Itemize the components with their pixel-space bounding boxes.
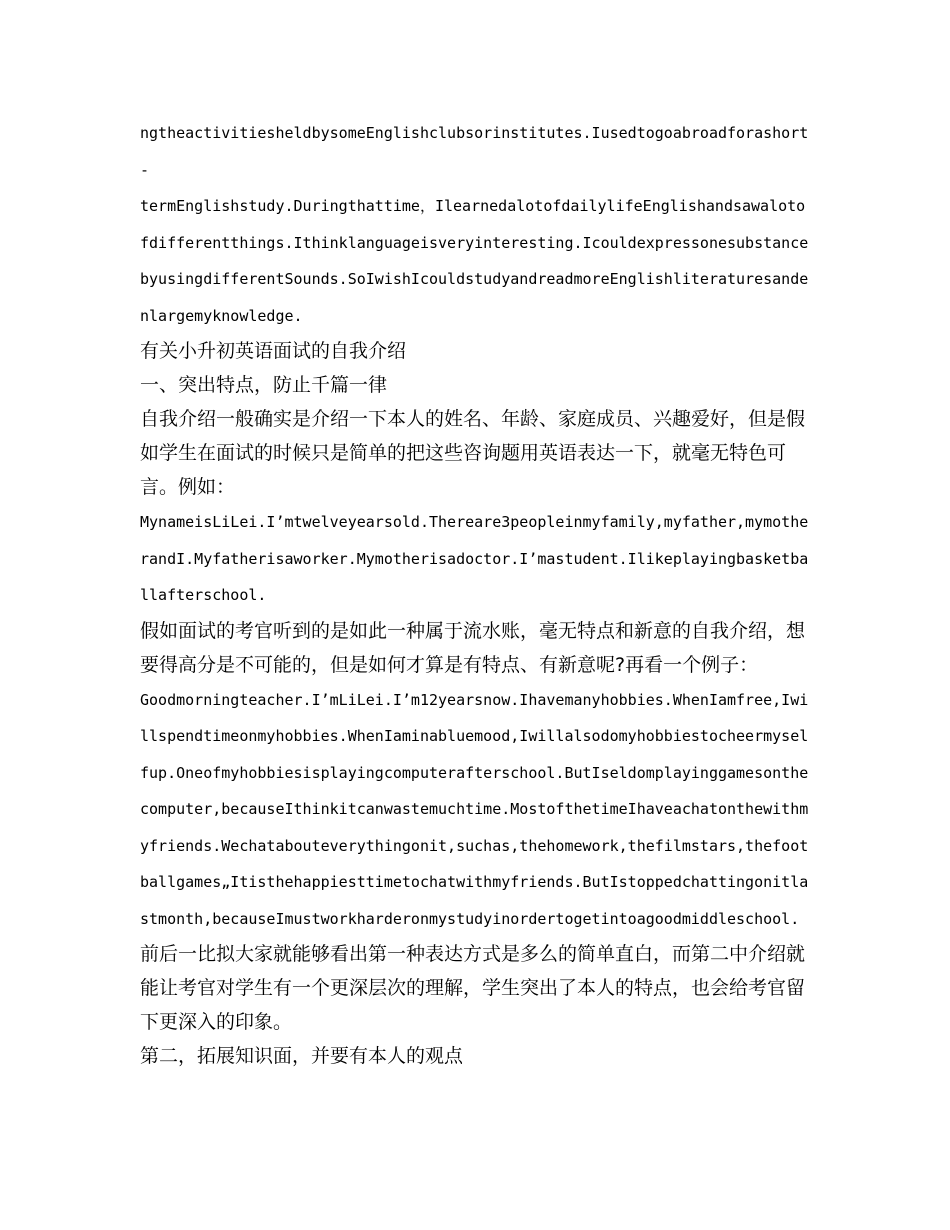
- paragraph-example-2: Goodmorningteacher.I’mLiLei.I’m12yearsnow.Ihavemanyhobbies.WhenIamfree,Iwillspendtimeonmyhobbies.WhenIaminabluemood,Iwillalsodomyhobbiestocheermyselfup.Oneofmyhobbiesisplayingcomputerafterschool.ButIseldomplayinggamesonthecomputer,becauseIthinkitcanwastemuchtime.MostofthetimeIhaveachatonthewithmyfriends.Wechatabouteverythingonit,suchas,thehomework,thefilmstars,thefootballgames„Itisthehappiesttimetochatwithmyfriends.ButIstoppedchattingonitlastmonth,becauseImustworkharderonmystudyinordertogetintoagoodmiddleschool.: [140, 690, 809, 928]
- section-heading-1: 一、突出特点，防止千篇一律: [140, 374, 388, 396]
- paragraph-critique: 假如面试的考官听到的是如此一种属于流水账，毫无特点和新意的自我介绍，想要得高分是不可能的，但是如何才算是有特点、有新意呢?再看一个例子：: [140, 619, 806, 676]
- document-body: [140, 115, 812, 1073]
- paragraph-comparison: 前后一比拟大家就能够看出第一种表达方式是多么的简单直白，而第二中介绍就能让考官对学生有一个更深层次的理解，学生突出了本人的特点，也会给考官留下更深入的印象。: [140, 943, 806, 1033]
- paragraph-example-1: MynameisLiLei.I’mtwelveyearsold.Thereare3peopleinmyfamily,myfather,mymotherandI.Myfatherisaworker.Mymotherisadoctor.I’mastudent.Ilikeplayingbasketballafterschool.: [140, 513, 809, 604]
- section-heading-2: 第二，拓展知识面，并要有本人的观点: [140, 1045, 464, 1067]
- paragraph-english-study-abroad: ngtheactivitiesheldbysomeEnglishclubsorinstitutes.Iusedtogoabroadforashort- termEnglishstudy.Duringthattime，IlearnedalotofdailylifeEnglishandsawalotofdifferentthings.Ithinklanguageisveryinteresting.IcouldexpressonesubstancebyusingdifferentSounds.SoIwishIcouldstudyandreadmoreEnglishliteraturesandenlargemyknowledge.: [140, 124, 809, 325]
- paragraph-intro-explanation: 自我介绍一般确实是介绍一下本人的姓名、年龄、家庭成员、兴趣爱好，但是假如学生在面试的时候只是简单的把这些咨询题用英语表达一下，就毫无特色可言。例如：: [140, 408, 806, 498]
- section-title: 有关小升初英语面试的自我介绍: [140, 340, 407, 362]
